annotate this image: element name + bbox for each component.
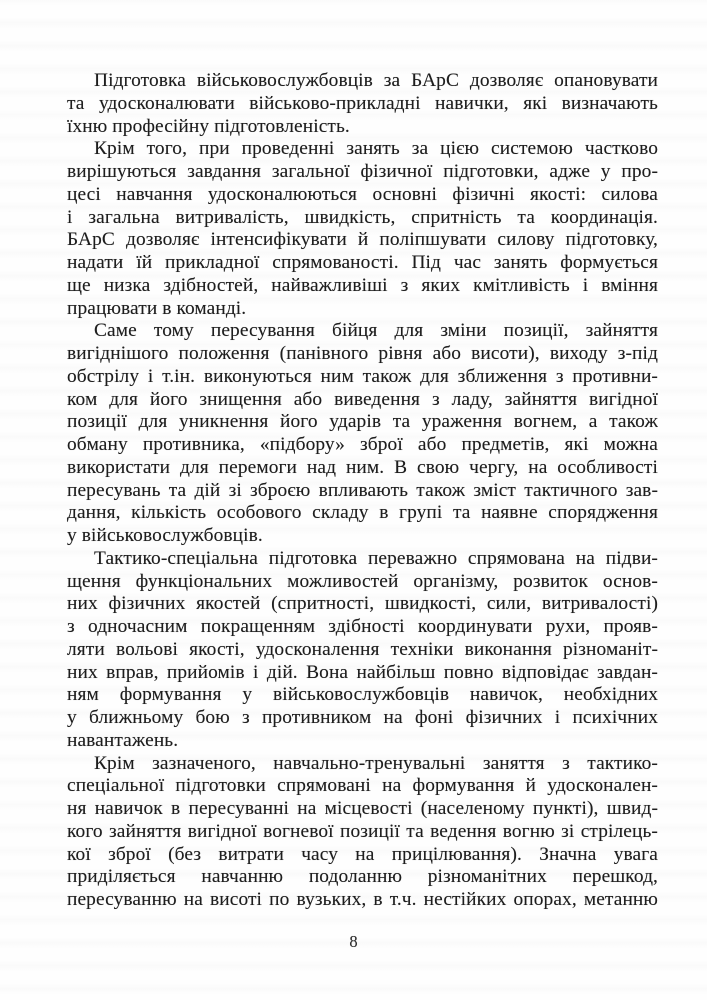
text-line: працювати в команді. — [67, 297, 247, 319]
paragraph — [67, 70, 658, 138]
text-line: приділяється навчанню подоланню різноманітних перешкод, — [67, 866, 658, 888]
paragraph — [67, 548, 658, 753]
text-line: ляти вольові якості, удосконалення техніки виконання різноманіт- — [67, 638, 658, 660]
text-line: кої зброї (без витрати часу на прицілювання). Значна увага — [67, 843, 658, 865]
text-line: з одночасним покращенням здібності координувати рухи, прояв- — [67, 616, 658, 637]
text-line: дання, кількість особового складу в групі та наявне спорядження — [67, 502, 658, 524]
text-line: Підготовка військовослужбовців за БАрС дозволяє опановувати — [94, 70, 658, 91]
text-line: БАрС дозволяє інтенсифікувати й поліпшувати силову підготовку, — [67, 229, 658, 251]
paragraph — [67, 753, 658, 912]
text-line: обстрілу і т.ін. виконуються ним також для зближення з противни- — [67, 365, 658, 387]
text-line: Саме тому пересування бійця для зміни позиції, зайняття — [94, 320, 658, 342]
text-line: ще низка здібностей, найважливіші з яких кмітливість і вміння — [67, 274, 658, 296]
text-line: ням формування у військовослужбовців навичок, необхідних — [67, 684, 658, 706]
text-line: їхню професійну підготовленість. — [67, 115, 350, 137]
text-line: них фізичних якостей (спритності, швидкості, сили, витривалості) — [67, 593, 658, 615]
text-line: у ближньому бою з противником на фоні фізичних і психічних — [67, 707, 658, 728]
text-line: кого зайняття вигідної вогневої позиції та ведення вогню зі стрілець- — [67, 820, 658, 842]
text-line: надати їй прикладної спрямованості. Під час занять формується — [67, 252, 658, 273]
paragraph — [67, 320, 658, 548]
text-line: Крім того, при проведенні занять за цією системою частково — [94, 138, 658, 160]
text-line: них вправ, прийомів і дій. Вона найбільш повно відповідає завдан- — [67, 661, 658, 683]
page-number: 8 — [349, 932, 358, 951]
text-line: щення функціональних можливостей організму, розвиток основ- — [67, 570, 658, 592]
text-line: використати для перемоги над ним. В свою чергу, на особливості — [67, 456, 658, 478]
text-block — [67, 70, 658, 912]
text-line: Тактико-спеціальна підготовка переважно спрямована на підви- — [94, 547, 658, 569]
text-line: вигіднішого положення (панівного рівня або висоти), виходу з-під — [67, 343, 658, 364]
text-line: позиції для уникнення його ударів та ураження вогнем, а також — [67, 411, 658, 433]
text-line: спеціальної підготовки спрямовані на формування й удосконален- — [67, 775, 658, 797]
text-line: Крім зазначеного, навчально-тренувальні заняття з тактико- — [94, 752, 658, 774]
text-line: і загальна витривалість, швидкість, спритність та координація. — [67, 206, 658, 228]
text-line: обману противника, «підбору» зброї або предметів, які можна — [67, 434, 658, 455]
text-line: пересуванню на висоті по вузьких, в т.ч. нестійких опорах, метанню — [67, 889, 658, 910]
text-line: та удосконалювати військово-прикладні навички, які визначають — [67, 92, 658, 114]
text-line: ня навичок в пересуванні на місцевості (населеному пункті), швид- — [67, 798, 658, 819]
text-line: ком для його знищення або виведення з ладу, зайняття вигідної — [67, 388, 658, 410]
text-line: навантажень. — [67, 729, 179, 751]
paragraph — [67, 138, 658, 320]
text-line: пересувань та дій зі зброєю впливають також зміст тактичного зав- — [67, 479, 658, 501]
text-line: у військовослужбовців. — [67, 525, 263, 546]
text-line: вирішуються завдання загальної фізичної підготовки, адже у про- — [67, 161, 658, 182]
text-line: цесі навчання удосконалюються основні фізичні якості: силова — [67, 183, 658, 205]
